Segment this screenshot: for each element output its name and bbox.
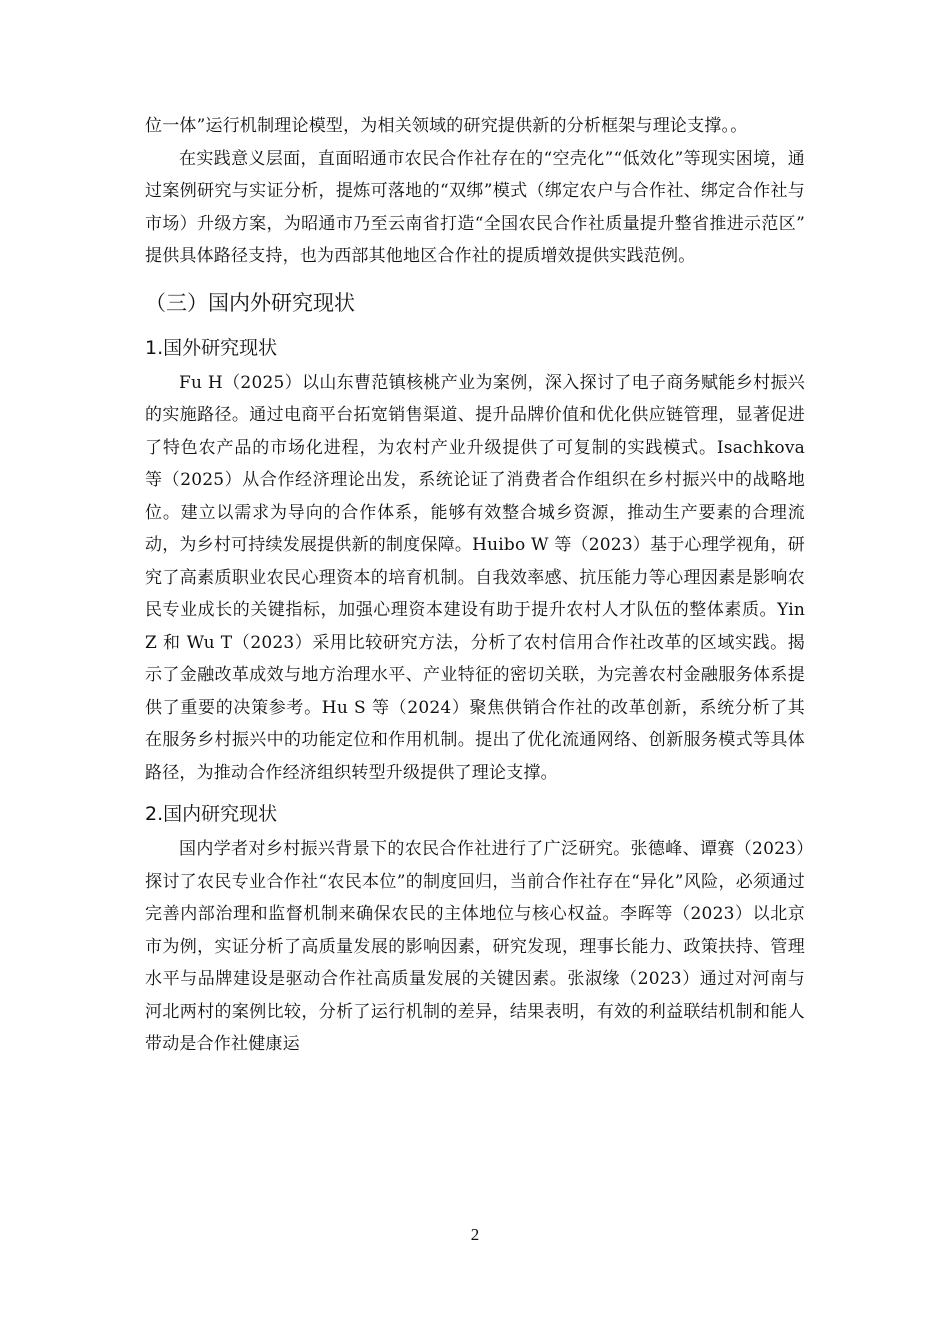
subheading-foreign-research: 1.国外研究现状: [145, 336, 278, 359]
paragraph-continuation: 位一体”运行机制理论模型，为相关领域的研究提供新的分析框架与理论支撑。。: [145, 116, 748, 136]
section-heading-research-status: （三）国内外研究现状: [145, 290, 355, 315]
subheading-domestic-research: 2.国内研究现状: [145, 803, 278, 825]
document-body: [145, 110, 823, 1061]
paragraph-practical-significance: 在实践意义层面，直面昭通市农民合作社存在的“空壳化”“低效化”等现实困境，通过案例研究与实证分析，提炼可落地的“双绑”模式（绑定农户与合作社、绑定合作社与市场）升级方案，为昭通市乃至云南省打造“全国农民合作社质量提升整省推进示范区” 提供具体路径支持，也为西部其他地区合作社的提质增效提供实践范例。: [145, 148, 823, 266]
paragraph-domestic-research: 国内学者对乡村振兴背景下的农民合作社进行了广泛研究。张德峰、谭赛（2023）探讨了农民专业合作社“农民本位”的制度回归，当前合作社存在“异化”风险，必须通过完善内部治理和监督机制来确保农民的主体地位与核心权益。李晖等（2023）以北京市为例，实证分析了高质量发展的影响因素，研究发现，理事长能力、政策扶持、管理水平与品牌建设是驱动合作社高质量发展的关键因素。张淑缘（2023）通过对河南与河北两村的案例比较，分析了运行机制的差异，结果表明，有效的利益联结机制和能人带动是合作社健康运: [145, 839, 805, 1054]
paragraph-foreign-research: Fu H（2025）以山东曹范镇核桃产业为案例，深入探讨了电子商务赋能乡村振兴的实施路径。通过电商平台拓宽销售渠道、提升品牌价值和优化供应链管理，显著促进了特色农产品的市场化进程，为农村产业升级提供了可复制的实践模式。Isachkova 等（2025）从合作经济理论出发，系统论证了消费者合作组织在乡村振兴中的战略地位。建立以需求为导向的合作体系，能够有效整合城乡资源，推动生产要素的合理流动，为乡村可持续发展提供新的制度保障。Huibo W 等（2023）基于心理学视角，研究了高素质职业农民心理资本的培育机制。自我效率感、抗压能力等心理因素是影响农民专业成长的关键指标，加强心理资本建设有助于提升农村人才队伍的整体素质。Yin Z 和 Wu T（2023）采用比较研究方法，分析了农村信用合作社改革的区域实践。揭示了金融改革成效与地方治理水平、产业特征的密切关联，为完善农村金融服务体系提供了重要的决策参考。Hu S 等（2024）聚焦供销合作社的改革创新，系统分析了其在服务乡村振兴中的功能定位和作用机制。提出了优化流通网络、创新服务模式等具体路径，为推动合作经济组织转型升级提供了理论支撑。: [145, 372, 805, 783]
page-number: 2: [470, 1225, 480, 1244]
